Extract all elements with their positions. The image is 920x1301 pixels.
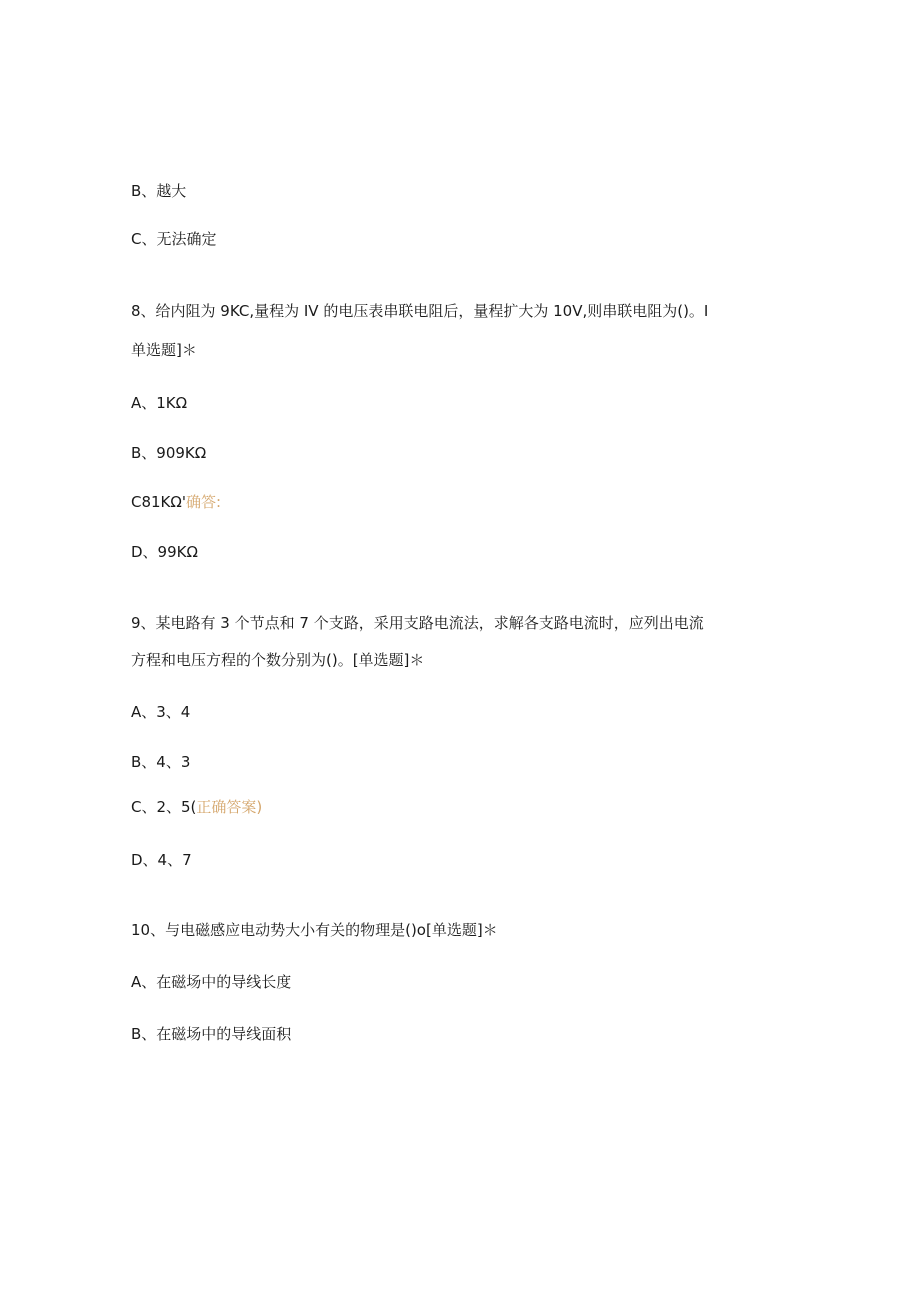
q8-option-b: B、909KΩ [131, 444, 207, 462]
q8-option-c [131, 492, 221, 512]
q9-correct-answer-mark: 正确答案) [196, 798, 263, 816]
q9-stem-line-1: 9、某电路有 3 个节点和 7 个支路，采用支路电流法，求解各支路电流时，应列出电流 [131, 614, 704, 632]
q10-stem: 10、与电磁感应电动势大小有关的物理是()o[单选题]＊ [131, 921, 498, 939]
q8-correct-answer-mark: 确答: [185, 493, 222, 511]
q9-option-d: D、4、7 [131, 851, 192, 869]
q8-stem-line-1: 8、给内阻为 9KC,量程为 IV 的电压表串联电阻后，量程扩大为 10V,则串联电阻为()。I [131, 302, 709, 320]
q9-option-b: B、4、3 [131, 753, 191, 771]
q9-option-c [131, 797, 262, 817]
q8-stem-line-2: 单选题]＊ [131, 341, 197, 359]
q8-option-d: D、99KΩ [131, 543, 198, 561]
q7-option-c: C、无法确定 [131, 230, 217, 248]
q8-option-c-text: C81KΩ' [131, 493, 186, 511]
q10-option-a: A、在磁场中的导线长度 [131, 973, 292, 991]
q7-option-b: B、越大 [131, 182, 187, 200]
q9-option-c-text: C、2、5( [131, 798, 197, 816]
q9-option-a: A、3、4 [131, 703, 191, 721]
q10-option-b: B、在磁场中的导线面积 [131, 1025, 292, 1043]
q9-stem-line-2: 方程和电压方程的个数分别为()。[单选题]＊ [131, 651, 425, 669]
q8-option-a: A、1KΩ [131, 394, 188, 412]
